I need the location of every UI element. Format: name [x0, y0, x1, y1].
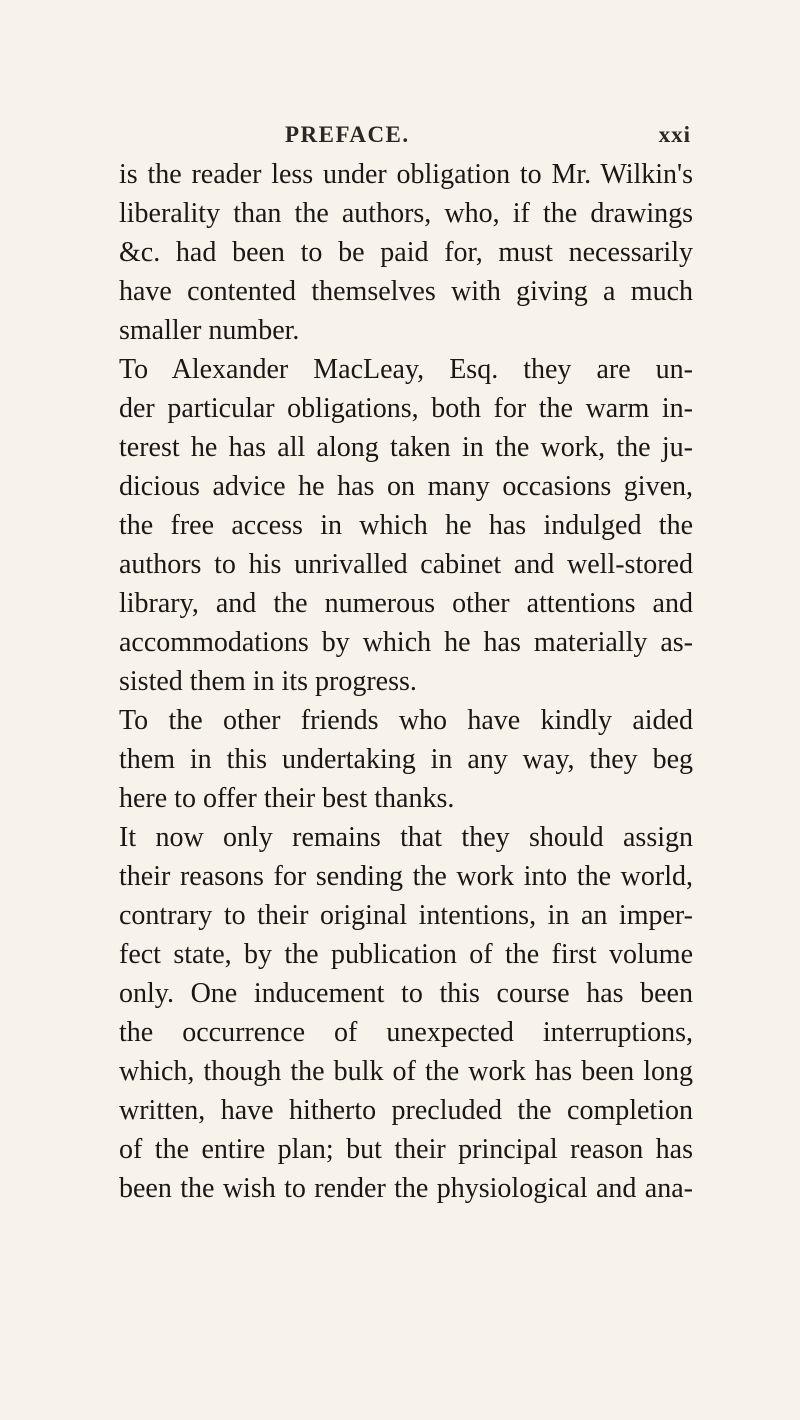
text-line: here to offer their best thanks.: [119, 783, 455, 814]
text-line: only. One inducement to this course has been: [119, 978, 693, 1009]
body-text: [119, 155, 693, 1208]
text-line: It now only remains that they should assign: [119, 822, 693, 853]
text-line: dicious advice he has on many occasions given,: [119, 471, 693, 502]
text-line: them in this undertaking in any way, they beg: [119, 744, 693, 775]
text-line: accommodations by which he has materially as-: [119, 627, 693, 658]
text-line: authors to his unrivalled cabinet and well-stored: [119, 549, 693, 580]
text-line: been the wish to render the physiological and ana-: [119, 1173, 693, 1204]
page-number: xxi: [658, 122, 691, 147]
text-line: the free access in which he has indulged the: [119, 510, 693, 541]
running-title: PREFACE.: [285, 122, 410, 147]
text-line: library, and the numerous other attentions and: [119, 588, 693, 619]
text-line: &c. had been to be paid for, must necessarily: [119, 237, 693, 268]
text-line: liberality than the authors, who, if the drawings: [119, 198, 693, 229]
text-line: fect state, by the publication of the first volume: [119, 939, 693, 970]
text-line: smaller number.: [119, 315, 300, 346]
text-line: written, have hitherto precluded the completion: [119, 1095, 693, 1126]
text-line: To the other friends who have kindly aided: [119, 705, 693, 736]
text-line: contrary to their original intentions, in an imper-: [119, 900, 693, 931]
text-line: have contented themselves with giving a much: [119, 276, 693, 307]
running-head: [285, 122, 691, 152]
text-line: der particular obligations, both for the warm in-: [119, 393, 693, 424]
text-line: To Alexander MacLeay, Esq. they are un-: [119, 354, 693, 385]
text-line: of the entire plan; but their principal reason has: [119, 1134, 693, 1165]
text-line: sisted them in its progress.: [119, 666, 417, 697]
text-line: their reasons for sending the work into the world,: [119, 861, 693, 892]
text-line: terest he has all along taken in the work, the ju-: [119, 432, 693, 463]
text-line: the occurrence of unexpected interruptions,: [119, 1017, 693, 1048]
text-line: is the reader less under obligation to Mr. Wilkin's: [119, 159, 693, 190]
text-line: which, though the bulk of the work has been long: [119, 1056, 693, 1087]
